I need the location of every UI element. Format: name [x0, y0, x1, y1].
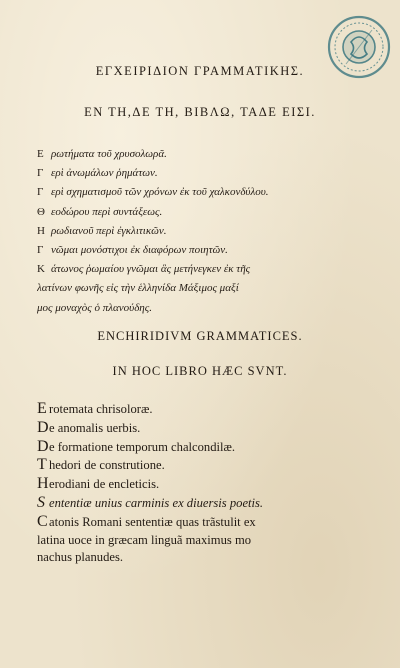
- list-item-continuation: μος μοναχὸς ὁ πλανούδης.: [37, 301, 152, 314]
- drop-initial: Ε: [37, 148, 44, 160]
- drop-initial: Γ: [37, 167, 44, 180]
- drop-initial: H: [37, 475, 49, 493]
- list-item: [37, 183, 367, 202]
- drop-initial: S: [37, 493, 45, 511]
- greek-subtitle: ΕΝ ΤΗ,ΔΕ ΤΗ, ΒΙΒΛΩ, ΤΑΔΕ ΕΙΣΙ.: [84, 105, 316, 119]
- list-item: [37, 164, 367, 183]
- item-text: atonis Romani sententiæ quas trãstulit ex: [49, 514, 256, 529]
- list-item-continuation: latina uoce in græcam linguã maximus mo: [37, 532, 252, 547]
- item-text: ρωτήματα τοῦ χρυσολωρᾶ.: [51, 148, 167, 160]
- drop-initial: Η: [37, 224, 45, 237]
- greek-title: ΕΓΧΕΙΡΙΔΙΟΝ ΓΡΑΜΜΑΤΙΚΗΣ.: [95, 64, 305, 78]
- latin-contents-list: [37, 400, 377, 567]
- list-item-continuation: nachus planudes.: [37, 550, 124, 565]
- item-text: νῶμαι μονόστιχοι ἐκ διαφόρων ποιητῶν.: [51, 244, 228, 257]
- item-text: ρωδιανοῦ περὶ ἐγκλιτικῶν.: [51, 224, 167, 237]
- drop-initial: T: [37, 456, 47, 474]
- list-item: [37, 456, 377, 475]
- item-text: erodiani de encleticis.: [49, 477, 160, 492]
- item-text: εοδώρου περὶ συντάξεως.: [51, 205, 163, 218]
- drop-initial: Θ: [37, 205, 45, 218]
- list-item: [37, 438, 377, 457]
- list-item: [37, 241, 367, 260]
- list-item: [37, 222, 367, 241]
- item-text: e anomalis uerbis.: [49, 420, 141, 435]
- drop-initial: D: [37, 418, 49, 436]
- item-text: hedori de construtione.: [49, 458, 165, 473]
- item-text: ερὶ σχηματισμοῦ τῶν χρόνων ἐκ τοῦ χαλκονδύλου.: [51, 186, 269, 199]
- item-text: ερὶ ἀνωμάλων ῥημάτων.: [51, 167, 158, 180]
- latin-subheading: IN HOC LIBRO HÆC SVNT.: [112, 364, 288, 378]
- drop-initial: E: [37, 400, 47, 417]
- drop-initial: C: [37, 512, 48, 530]
- list-item: [37, 203, 367, 222]
- item-text: άτωνος ῥωμαίου γνῶμαι ἃς μετήνεγκεν ἐκ τῆς: [51, 263, 251, 276]
- list-item: [37, 145, 367, 164]
- list-item-continuation: λατίνων φωνῆς εἰς τὴν ἑλληνίδα Μάξιμος μαξί: [37, 282, 239, 295]
- list-item: [37, 260, 367, 279]
- item-text: ententiæ unius carminis ex diuersis poetis.: [49, 495, 264, 510]
- greek-contents-list: [37, 145, 367, 318]
- drop-initial: Κ: [37, 263, 45, 276]
- drop-initial: Γ: [37, 186, 44, 199]
- list-item: [37, 475, 377, 494]
- item-text: rotemata chrisoloræ.: [49, 402, 153, 416]
- latin-heading: ENCHIRIDIVM GRAMMATICES.: [97, 329, 303, 343]
- list-item: [37, 494, 377, 513]
- item-text: e formatione temporum chalcondilæ.: [49, 439, 236, 454]
- list-item: [37, 419, 377, 438]
- drop-initial: Γ: [37, 244, 44, 257]
- list-item: [37, 400, 377, 419]
- drop-initial: D: [37, 437, 49, 455]
- list-item: [37, 513, 377, 532]
